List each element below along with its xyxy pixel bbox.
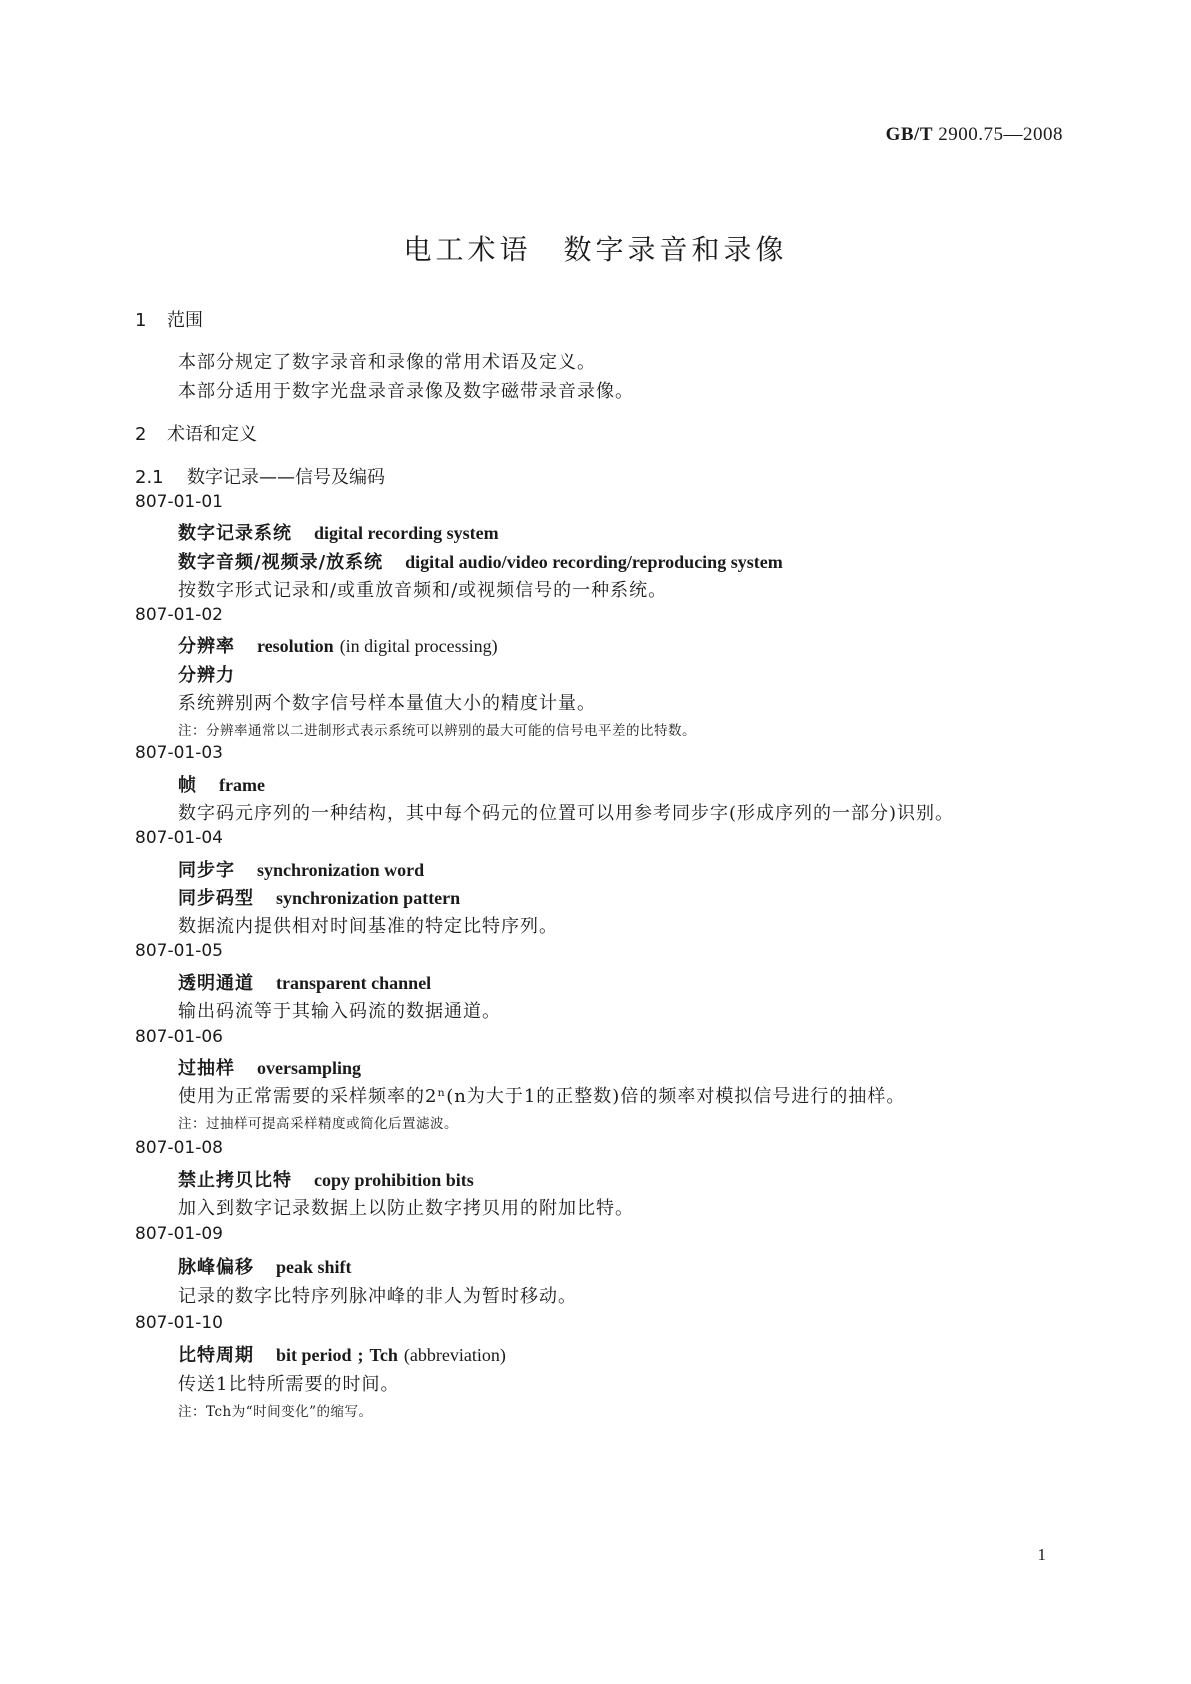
section-title: 范围 <box>167 310 203 331</box>
term-qualifier: (in digital processing) <box>339 636 498 656</box>
term-en: resolution <box>257 636 334 656</box>
term-separator: ; <box>357 1345 364 1365</box>
subsection-title: 数字记录——信号及编码 <box>187 467 385 488</box>
term-qualifier: (abbreviation) <box>403 1345 506 1365</box>
term-line <box>178 969 431 995</box>
term-definition: 加入到数字记录数据上以防止数字拷贝用的附加比特。 <box>178 1198 634 1219</box>
term-zh: 分辨率 <box>178 636 235 657</box>
section-title: 术语和定义 <box>167 424 257 445</box>
term-definition: 按数字形式记录和/或重放音频和/或视频信号的一种系统。 <box>178 580 668 601</box>
section-1-paragraph: 本部分规定了数字录音和录像的常用术语及定义。 <box>178 352 596 373</box>
term-zh: 脉峰偏移 <box>178 1257 254 1278</box>
term-note: 注：过抽样可提高采样精度或简化后置滤波。 <box>178 1116 458 1132</box>
term-zh: 比特周期 <box>178 1345 254 1366</box>
term-en: digital recording system <box>314 523 499 543</box>
term-definition: 使用为正常需要的采样频率的2ⁿ(n为大于1的正整数)倍的频率对模拟信号进行的抽样。 <box>178 1086 906 1107</box>
term-en: bit period <box>276 1345 352 1365</box>
term-zh: 同步码型 <box>178 888 254 909</box>
term-zh: 分辨力 <box>178 665 235 686</box>
term-code: 807-01-09 <box>135 1224 223 1244</box>
section-1-paragraph: 本部分适用于数字光盘录音录像及数字磁带录音录像。 <box>178 381 634 402</box>
term-line <box>178 771 265 797</box>
term-code: 807-01-04 <box>135 828 223 848</box>
term-en: digital audio/video recording/reproducing system <box>405 552 783 572</box>
subsection-2-1-heading <box>135 463 385 489</box>
term-definition: 记录的数字比特序列脉冲峰的非人为暂时移动。 <box>178 1286 577 1307</box>
term-abbreviation: Tch <box>369 1345 398 1365</box>
term-line <box>178 519 499 545</box>
term-zh: 透明通道 <box>178 973 254 994</box>
term-en: transparent channel <box>276 973 432 993</box>
term-en: synchronization pattern <box>276 888 461 908</box>
term-line <box>178 856 424 882</box>
term-zh: 帧 <box>178 775 197 796</box>
term-code: 807-01-05 <box>135 941 223 961</box>
term-zh: 数字记录系统 <box>178 523 292 544</box>
standard-code <box>886 124 1063 146</box>
section-number: 2 <box>135 424 147 445</box>
term-zh: 同步字 <box>178 860 235 881</box>
term-code: 807-01-06 <box>135 1027 223 1047</box>
term-line <box>178 661 235 687</box>
subsection-number: 2.1 <box>135 467 164 488</box>
term-line <box>178 632 498 658</box>
term-zh: 数字音频/视频录/放系统 <box>178 552 384 573</box>
term-note: 注：Tch为“时间变化”的缩写。 <box>178 1404 373 1420</box>
document-title: 电工术语 数字录音和录像 <box>403 233 788 266</box>
term-definition: 数据流内提供相对时间基准的特定比特序列。 <box>178 916 558 937</box>
term-definition: 数字码元序列的一种结构，其中每个码元的位置可以用参考同步字(形成序列的一部分)识别。 <box>178 803 955 824</box>
term-zh: 禁止拷贝比特 <box>178 1170 292 1191</box>
term-line <box>178 1166 474 1192</box>
term-definition: 系统辨别两个数字信号样本量值大小的精度计量。 <box>178 693 596 714</box>
term-zh: 过抽样 <box>178 1058 235 1079</box>
term-line <box>178 884 460 910</box>
term-code: 807-01-01 <box>135 492 223 512</box>
standard-number: 2900.75—2008 <box>938 124 1063 145</box>
term-definition: 输出码流等于其输入码流的数据通道。 <box>178 1001 501 1022</box>
term-line <box>178 1341 506 1367</box>
term-definition: 传送1比特所需要的时间。 <box>178 1374 400 1395</box>
term-line <box>178 1253 352 1279</box>
term-line <box>178 1054 361 1080</box>
term-en: frame <box>219 775 265 795</box>
section-2-heading <box>135 420 257 446</box>
term-code: 807-01-10 <box>135 1313 223 1333</box>
term-en: oversampling <box>257 1058 362 1078</box>
term-en: copy prohibition bits <box>314 1170 474 1190</box>
standard-prefix: GB/T <box>885 124 933 145</box>
term-code: 807-01-03 <box>135 743 223 763</box>
term-line <box>178 548 783 574</box>
term-code: 807-01-02 <box>135 605 223 625</box>
section-1-heading <box>135 306 203 332</box>
page-number: 1 <box>1037 1545 1046 1564</box>
term-en: synchronization word <box>257 860 425 880</box>
term-note: 注：分辨率通常以二进制形式表示系统可以辨别的最大可能的信号电平差的比特数。 <box>178 723 696 739</box>
section-number: 1 <box>135 310 147 331</box>
term-code: 807-01-08 <box>135 1138 223 1158</box>
term-en: peak shift <box>276 1257 352 1277</box>
